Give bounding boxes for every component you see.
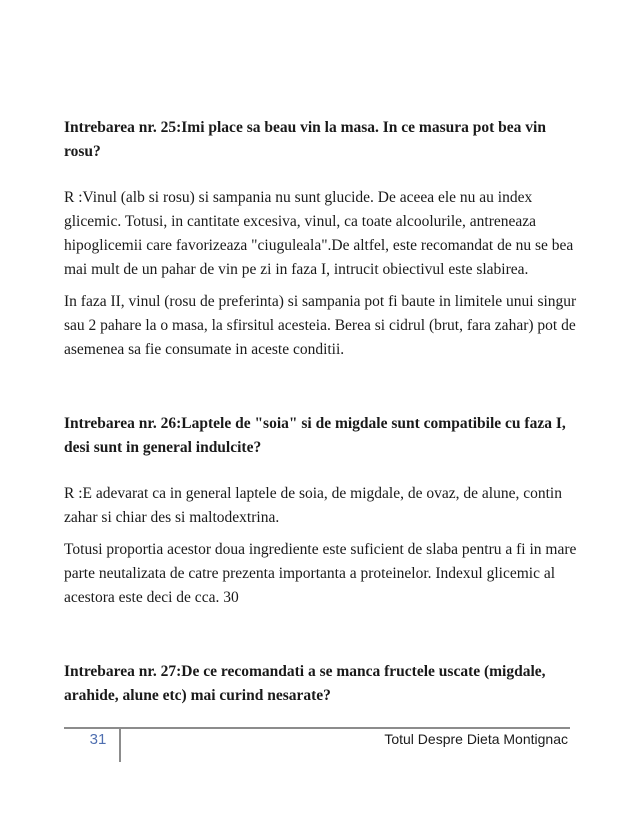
answer-26-paragraph-2: Totusi proportia acestor doua ingrediente este suficient de slaba pentru a fi in mare parte neutalizata de catre prezenta importanta a proteinelor. Indexul glicemic al acestora este deci de cca. 30 <box>64 541 577 606</box>
answer-25-paragraph-1: R :Vinul (alb si rosu) si sampania nu sunt glucide. De aceea ele nu au index glicemic. Totusi, in cantitate excesiva, vinul, ca toate alcoolurile, antreneaza hipoglicemii care favorizeaza "ciuguleala".De altfel, este recomandat de nu se bea mai mult de un pahar de vin pe zi in faza I, intrucit obiectivul este slabirea. <box>64 189 574 278</box>
question-27: Intrebarea nr. 27:De ce recomandati a se manca fructele uscate (migdale, arahide, alune etc) mai curind nesarate? <box>64 663 546 704</box>
question-25: Intrebarea nr. 25:Imi place sa beau vin la masa. In ce masura pot bea vin rosu? <box>64 119 546 160</box>
answer-25-paragraph-2: In faza II, vinul (rosu de preferinta) si sampania pot fi baute in limitele unui singur sau 2 pahare la o masa, la sfirsitul acesteia. Berea si cidrul (brut, fara zahar) pot de asemenea sa fie consumate in aceste conditii. <box>64 293 577 358</box>
footer-title: Totul Despre Dieta Montignac <box>384 731 568 747</box>
question-26: Intrebarea nr. 26:Laptele de "soia" si de migdale sunt compatibile cu faza I, desi sunt in general indulcite? <box>64 415 566 456</box>
footer-vertical-divider <box>119 729 121 762</box>
page-number: 31 <box>89 731 107 748</box>
answer-26-paragraph-1: R :E adevarat ca in general laptele de soia, de migdale, de ovaz, de alune, contin zahar si chiar des si maltodextrina. <box>64 485 562 526</box>
footer-divider <box>64 727 570 729</box>
page-body <box>64 116 584 708</box>
